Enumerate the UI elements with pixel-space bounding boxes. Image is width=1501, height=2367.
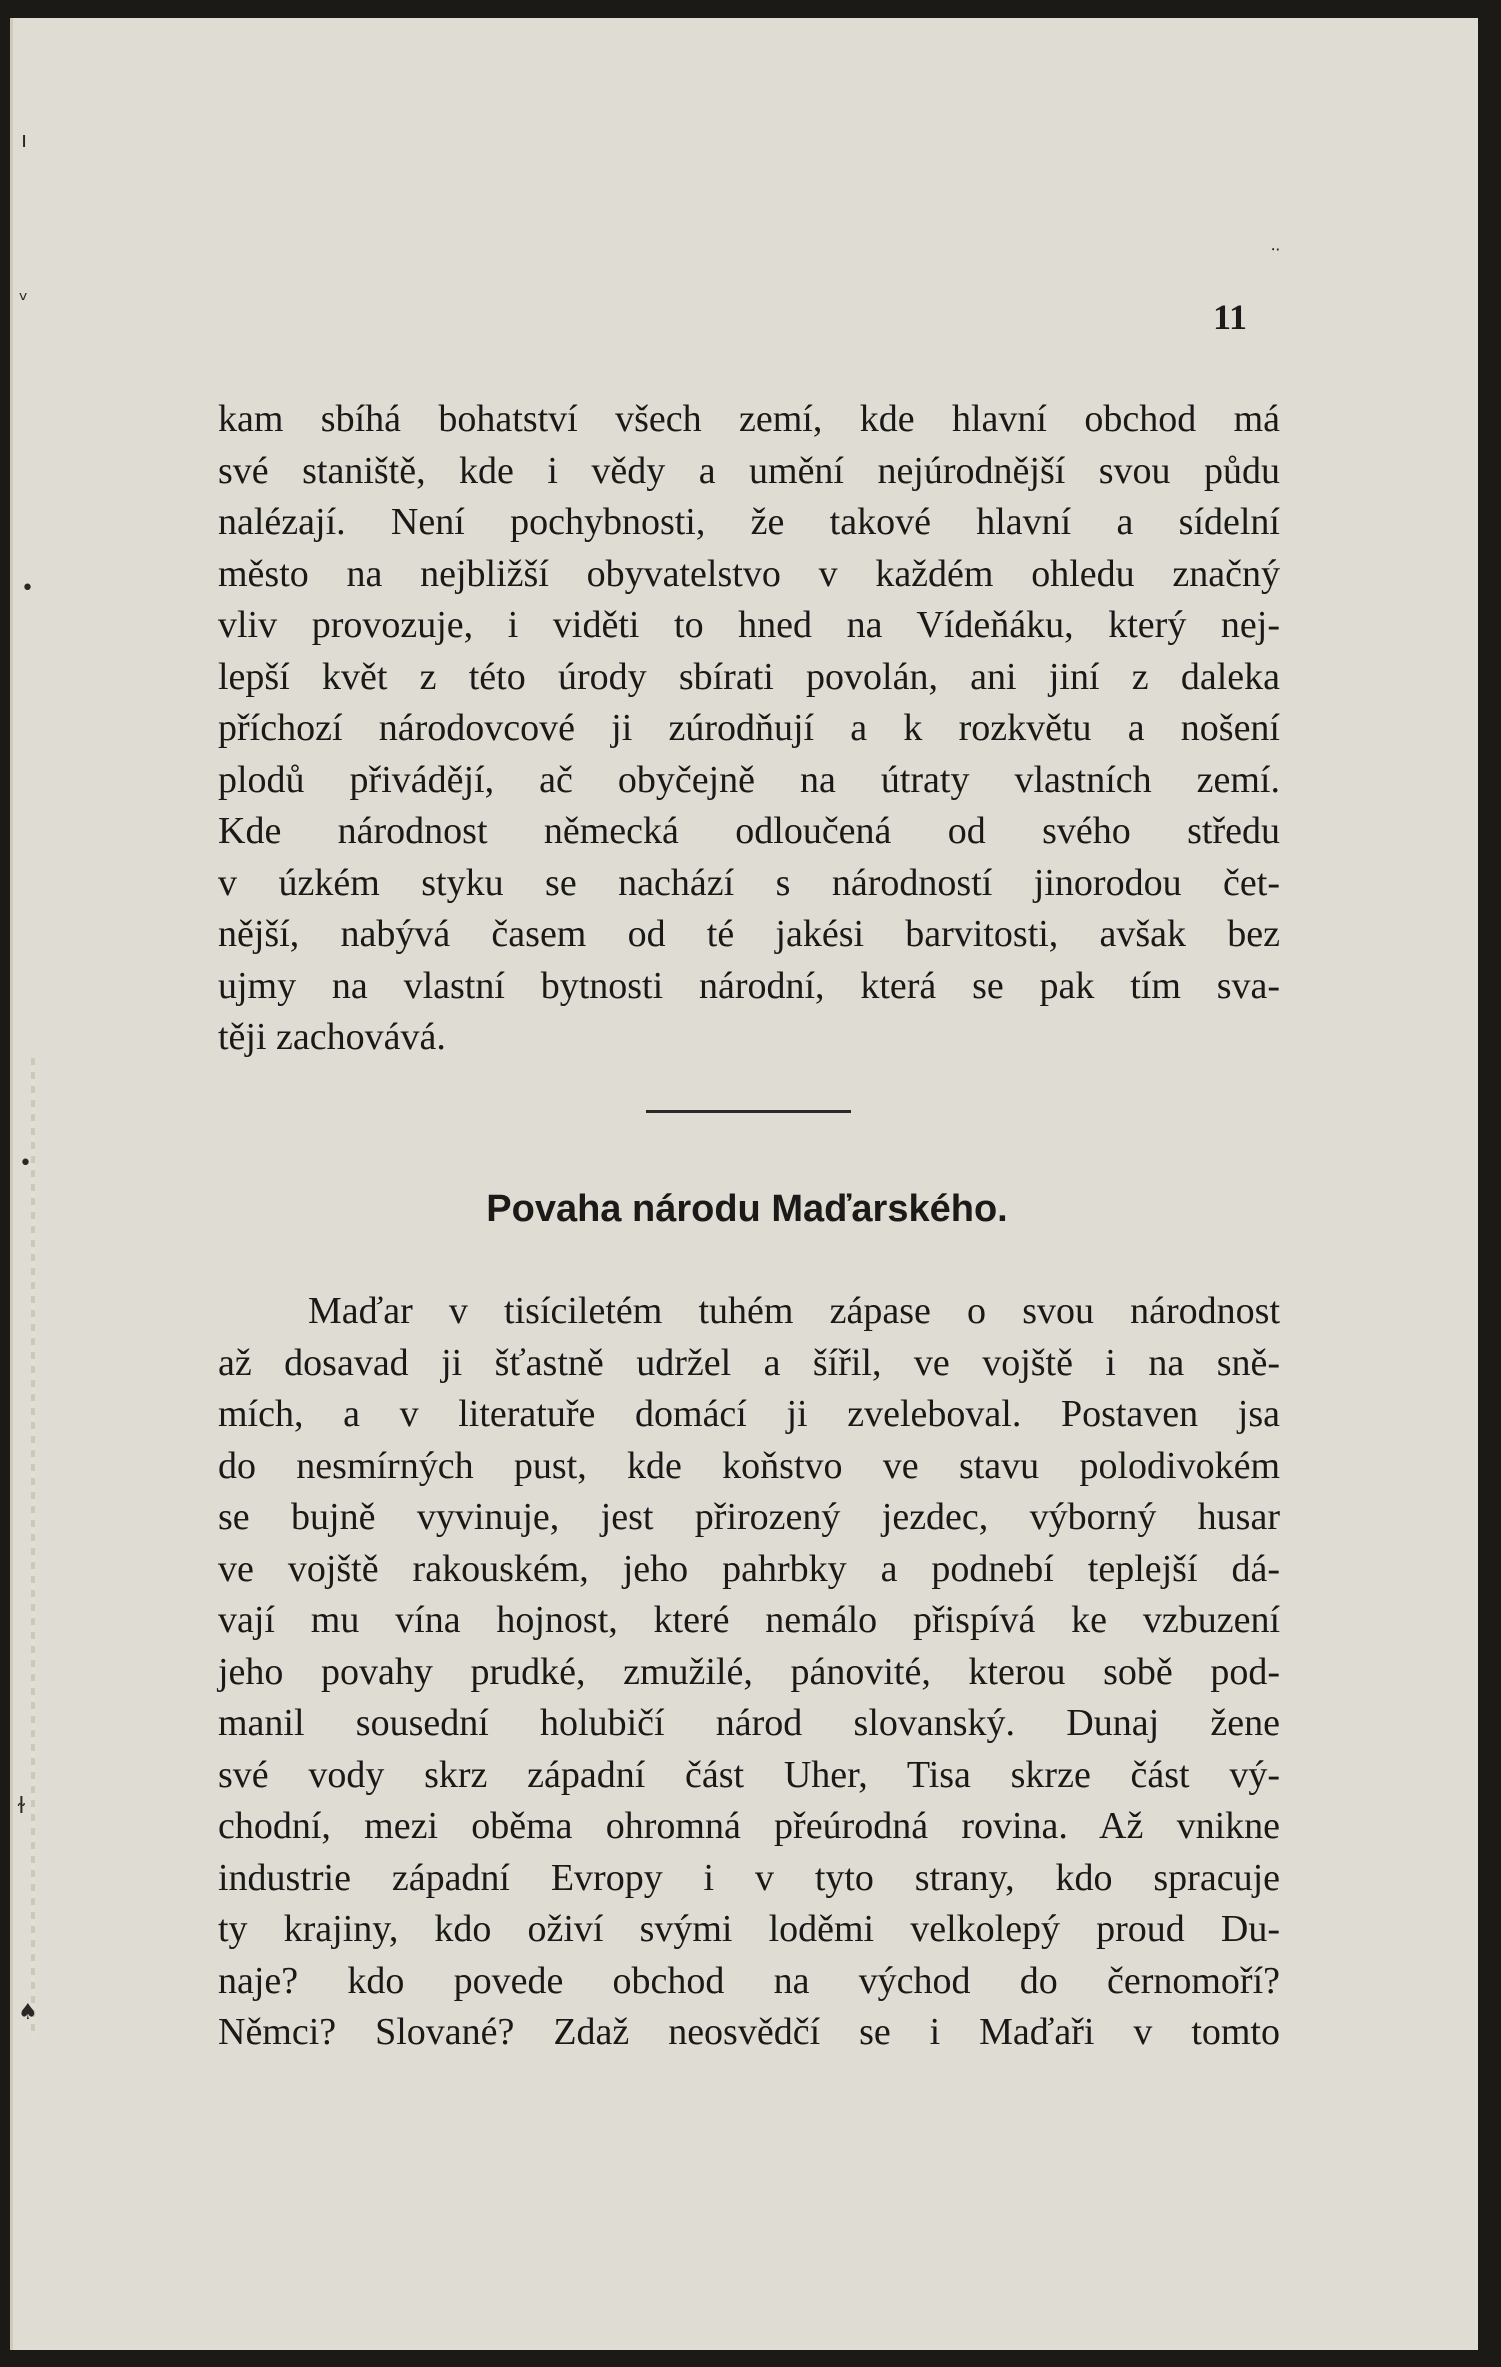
margin-speck: ⸱· (1271, 240, 1281, 259)
text-line: kam sbíhá bohatství všech zemí, kde hlavní obchod má (218, 398, 1280, 440)
text-line: Kde národnost německá odloučená od svého středu (218, 810, 1280, 852)
text-line: jeho povahy prudké, zmužilé, pánovité, kterou sobě pod- (218, 1650, 1280, 1693)
margin-speck: ♠ (18, 2000, 38, 2025)
text-line: naje? kdo povede obchod na východ do černomoří? (218, 1959, 1280, 2002)
margin-speck: ɫ (17, 1794, 26, 1819)
text-line: lepší květ z této úrody sbírati povolán, ani jiní z daleka (218, 655, 1280, 698)
text-line: plodů přivádějí, ač obyčejně na útraty vlastních zemí. (218, 758, 1280, 801)
book-page (10, 18, 1478, 2350)
margin-speck: • (21, 576, 34, 601)
text-line: chodní, mezi oběma ohromná přeúrodná rovina. Až vnikne (218, 1805, 1280, 1847)
paragraph-1 (218, 394, 1280, 1064)
text-line: Maďar v tisíciletém tuhém zápase o svou národnost (308, 1290, 1280, 1332)
text-line: město na nejbližší obyvatelstvo v každém ohledu značný (218, 552, 1280, 595)
text-line: ve vojště rakouském, jeho pahrbky a podnebí teplejší dá- (218, 1547, 1280, 1590)
text-line: příchozí národovcové ji zúrodňují a k rozkvětu a nošení (218, 707, 1280, 749)
text-line: těji zachovává. (218, 1016, 446, 1058)
section-heading: Povaha národu Maďarského. (486, 1188, 1008, 1230)
text-line: nalézají. Není pochybnosti, že takové hlavní a sídelní (218, 501, 1280, 543)
text-line: se bujně vyvinuje, jest přirozený jezdec, výborný husar (218, 1496, 1280, 1538)
text-line: manil sousední holubičí národ slovanský. Dunaj žene (218, 1702, 1280, 1744)
text-line: v úzkém styku se nachází s národností jinorodou čet- (218, 861, 1280, 904)
text-line: mích, a v literatuře domácí ji zveleboval. Postaven jsa (218, 1393, 1280, 1435)
margin-speck: ᵛ (19, 288, 29, 313)
margin-speck: • (19, 1151, 32, 1176)
text-line: vliv provozuje, i viděti to hned na Vídeňáku, který nej- (218, 604, 1280, 646)
text-line: vají mu vína hojnost, které nemálo přispívá ke vzbuzení (218, 1599, 1280, 1641)
text-line: až dosavad ji šťastně udržel a šířil, ve vojště i na sně- (218, 1341, 1280, 1384)
text-line: industrie západní Evropy i v tyto strany, kdo spracuje (218, 1856, 1280, 1899)
section-divider (646, 1110, 851, 1113)
text-line: do nesmírných pust, kde koňstvo ve stavu polodivokém (218, 1444, 1280, 1487)
text-line: ujmy na vlastní bytnosti národní, která se pak tím sva- (218, 964, 1280, 1007)
text-line: ty krajiny, kdo oživí svými loděmi velkolepý proud Du- (218, 1908, 1280, 1950)
paragraph-2 (218, 1286, 1280, 2059)
page-number: 11 (1213, 297, 1248, 337)
text-line: své staniště, kde i vědy a umění nejúrodnější svou půdu (218, 449, 1280, 492)
text-line: své vody skrz západní část Uher, Tisa skrze část vý- (218, 1753, 1280, 1796)
text-line: Němci? Slované? Zdaž neosvědčí se i Maďaři v tomto (218, 2011, 1280, 2053)
margin-speck: ı (21, 128, 28, 153)
text-line: nější, nabývá časem od té jakési barvitosti, avšak bez (218, 913, 1280, 955)
